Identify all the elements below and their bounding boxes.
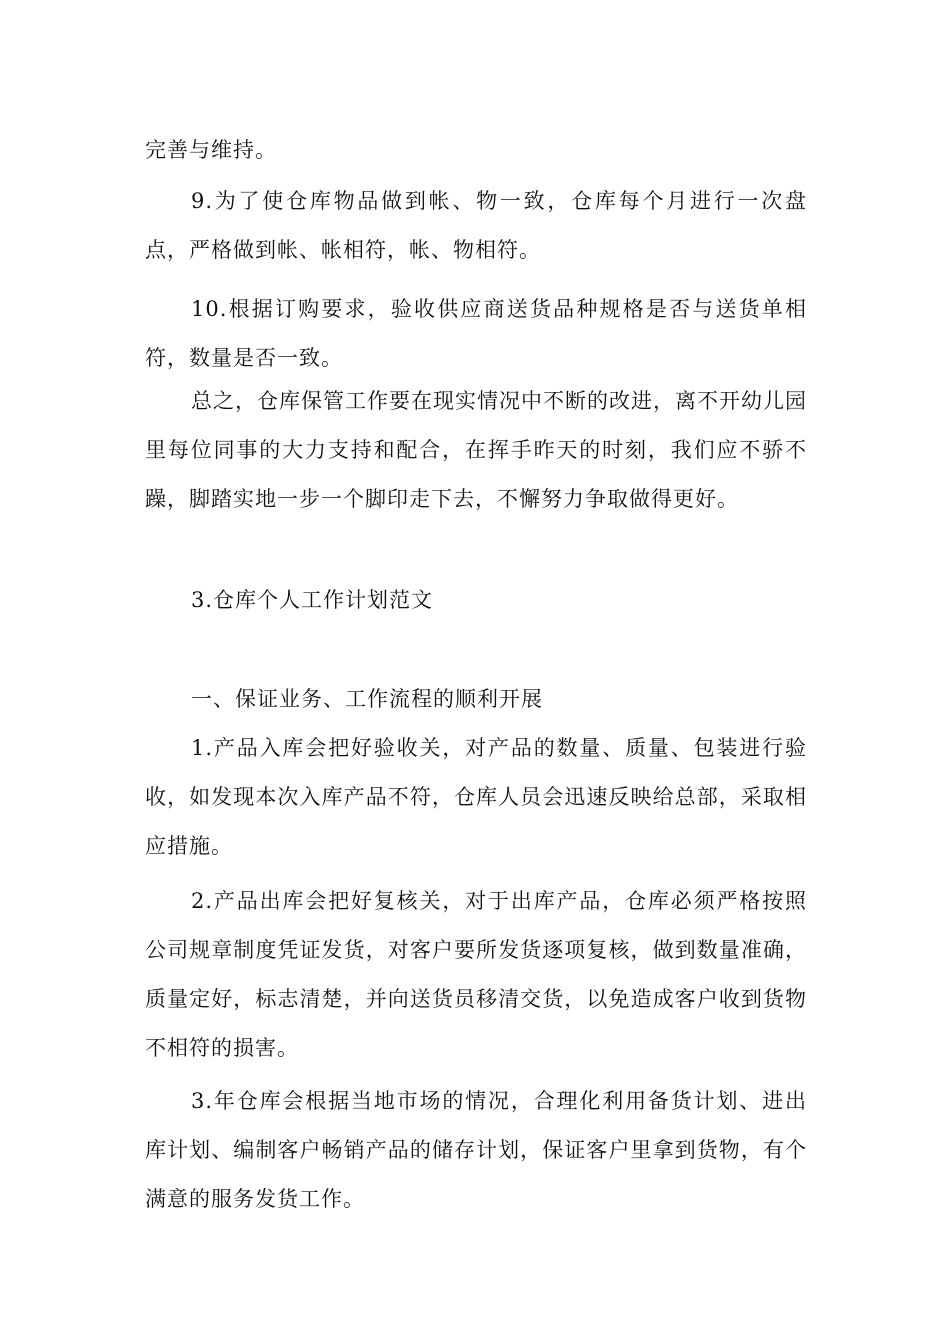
paragraph-item-9: 9.为了使仓库物品做到帐、物一致，仓库每个月进行一次盘点，严格做到帐、帐相符，帐、物相符。 xyxy=(145,189,807,262)
subsection-heading: 一、保证业务、工作流程的顺利开展 xyxy=(191,687,543,711)
paragraph-item-2: 2.产品出库会把好复核关，对于出库产品，仓库必须严格按照公司规章制度凭证发货，对客户要所发货逐项复核，做到数量准确，质量定好，标志清楚，并向送货员移清交货，以免造成客户收到货物不相符的损害。 xyxy=(145,889,807,1060)
paragraph-item-1: 1.产品入库会把好验收关，对产品的数量、质量、包装进行验收，如发现本次入库产品不符，仓库人员会迅速反映给总部，采取相应措施。 xyxy=(145,736,807,858)
paragraph-summary: 总之，仓库保管工作要在现实情况中不断的改进，离不开幼儿园里每位同事的大力支持和配合，在挥手昨天的时刻，我们应不骄不躁，脚踏实地一步一个脚印走下去，不懈努力争取做得更好。 xyxy=(145,389,807,511)
paragraph-item-3: 3.年仓库会根据当地市场的情况，合理化利用备货计划、进出库计划、编制客户畅销产品的储存计划，保证客户里拿到货物，有个满意的服务发货工作。 xyxy=(145,1089,807,1211)
paragraph-continuation: 完善与维持。 xyxy=(145,138,277,162)
paragraph-item-10: 10.根据订购要求，验收供应商送货品种规格是否与送货单相符，数量是否一致。 xyxy=(145,297,807,370)
section-heading: 3.仓库个人工作计划范文 xyxy=(191,588,434,612)
